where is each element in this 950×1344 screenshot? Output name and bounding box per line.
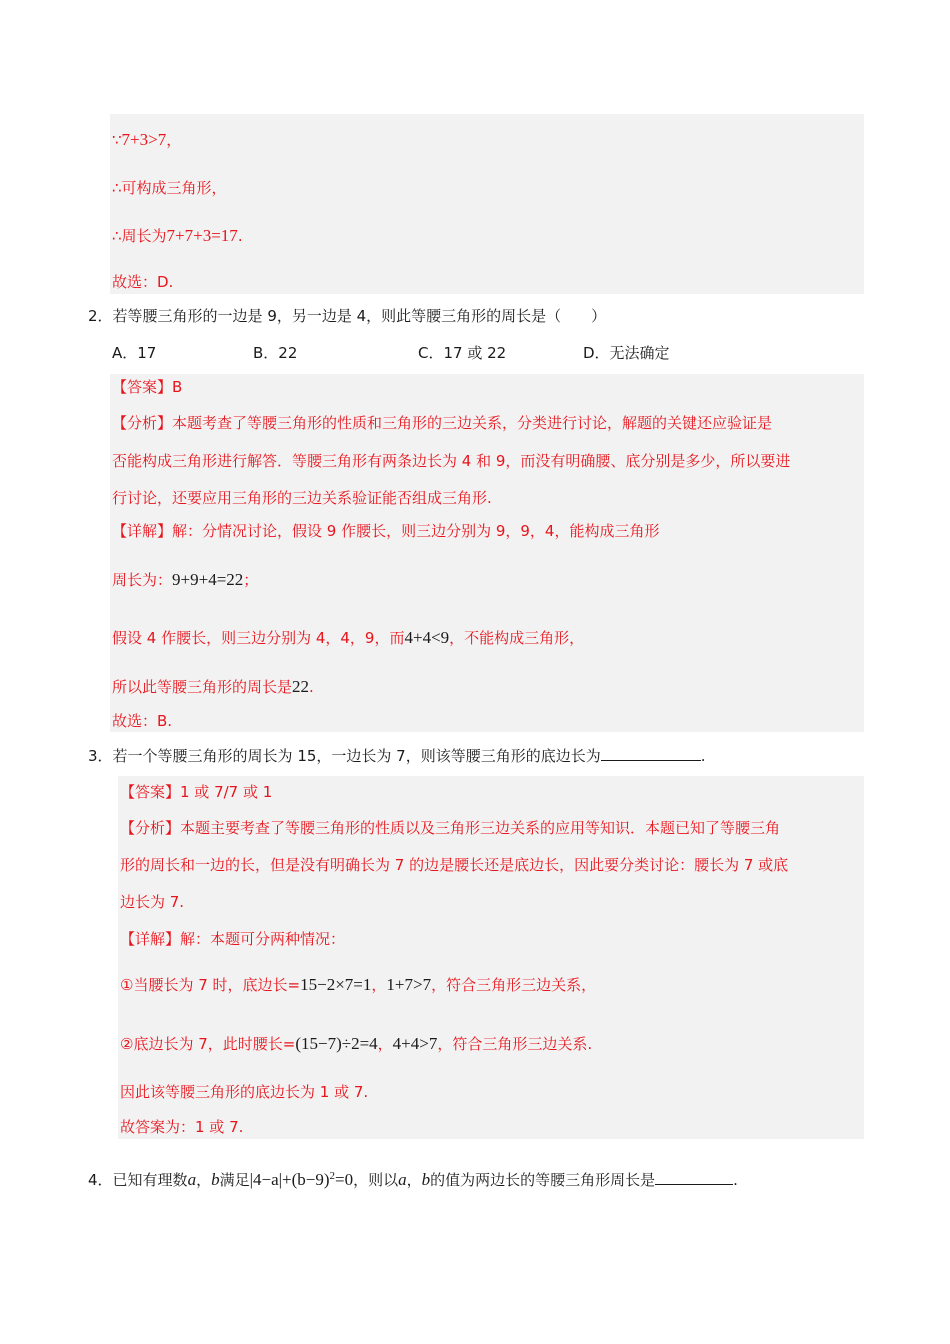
case-1-line: ①当腰长为 7 时，底边长=15−2×7=1，1+7>7，符合三角形三边关系， — [120, 975, 597, 994]
analysis-line: 边长为 7. — [120, 893, 185, 911]
answer-label: 【答案】1 或 7/7 或 1 — [120, 783, 273, 801]
analysis-line: 行讨论，还要应用三角形的三边关系验证能否组成三角形. — [112, 489, 492, 507]
detail-line: 所以此等腰三角形的周长是22. — [112, 677, 314, 696]
final-answer-line: 故答案为：1 或 7. — [120, 1118, 244, 1136]
answer-blank[interactable] — [601, 746, 701, 761]
detail-line: 【详解】解：本题可分两种情况： — [120, 930, 346, 948]
solution-box-q1 — [110, 114, 864, 294]
detail-line: 周长为：9+9+4=22； — [112, 570, 259, 589]
detail-line: 【详解】解：分情况讨论，假设 9 作腰长，则三边分别为 9，9，4，能构成三角形 — [112, 522, 660, 540]
solution-choice: 故选：D. — [112, 273, 174, 291]
solution-choice: 故选：B. — [112, 712, 173, 730]
question-3-stem: 3．若一个等腰三角形的周长为 15，一边长为 7，则该等腰三角形的底边长为 . — [88, 747, 706, 765]
solution-line: ∴周长为7+7+3=17. — [112, 226, 243, 245]
case-2-line: ②底边长为 7，此时腰长=(15−7)÷2=4，4+4>7，符合三角形三边关系. — [120, 1034, 593, 1053]
answer-label: 【答案】B — [112, 378, 183, 396]
question-4-stem: 4．已知有理数a，b满足$|4-a|+(b-9)^2=0$，则以a，b的值为两边长的等腰三角形周长是 . — [88, 1170, 738, 1189]
analysis-line: 形的周长和一边的长，但是没有明确长为 7 的边是腰长还是底边长，因此要分类讨论：腰长为 7 或底 — [120, 856, 789, 874]
solution-line: ∵7+3>7， — [112, 130, 182, 149]
option-d: D．无法确定 — [583, 344, 670, 362]
question-2-stem: 2．若等腰三角形的一边是 9，另一边是 4，则此等腰三角形的周长是（ ） — [88, 307, 607, 325]
option-a: A．17 — [112, 344, 157, 362]
conclusion-line: 因此该等腰三角形的底边长为 1 或 7. — [120, 1083, 369, 1101]
detail-line: 假设 4 作腰长，则三边分别为 4，4，9，而4+4<9，不能构成三角形， — [112, 628, 585, 647]
option-c: C．17 或 22 — [418, 344, 507, 362]
solution-line: ∴可构成三角形， — [112, 179, 227, 197]
analysis-line: 【分析】本题主要考查了等腰三角形的性质以及三角形三边关系的应用等知识．本题已知了等腰三角 — [120, 819, 781, 837]
answer-blank[interactable] — [655, 1170, 733, 1185]
option-b: B．22 — [253, 344, 298, 362]
analysis-line: 否能构成三角形进行解答．等腰三角形有两条边长为 4 和 9，而没有明确腰、底分别是多少，所以要进 — [112, 452, 791, 470]
analysis-line: 【分析】本题考查了等腰三角形的性质和三角形的三边关系，分类进行讨论，解题的关键还应验证是 — [112, 414, 773, 432]
